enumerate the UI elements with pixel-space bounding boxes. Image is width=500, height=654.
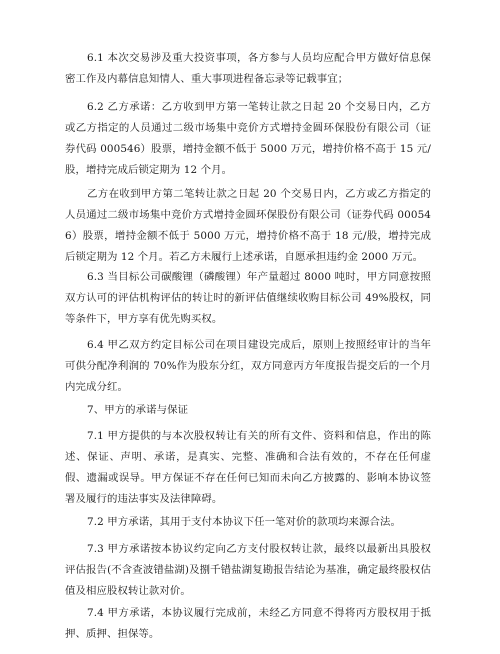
- paragraph-7-2: 7.2 甲方承诺，其用于支付本协议下任一笔对价的款项均来源合法。: [87, 516, 401, 528]
- paragraph-7-3: 7.3 甲方承诺按本协议约定向乙方支付股权转让款，最终以最新出具股权评估报告(不含查波错盐湖)及捌千错盐湖复勘报告结论为基准，确定最终股权估值及相应股权转让款对价。: [65, 543, 431, 597]
- paragraph-6-1: 6.1 本次交易涉及重大投资事项，各方参与人员均应配合甲方做好信息保密工作及内幕信息知情人、重大事项进程备忘录等记载事宜；: [65, 52, 431, 85]
- paragraph-6-2-continued: 乙方在收到甲方第二笔转让款之日起 20 个交易日内，乙方或乙方指定的人员通过二级市场集中竞价方式增持金圆环保股份有限公司（证券代码 000546）股票，增持金额不低于 5000 万元，增持价格不高于 18 元/股，增持完成后锁定期为 12 个月。若乙方未履行上述承诺，自愿承担违约金 2000 万元。: [65, 188, 431, 263]
- paragraph-6-4: 6.4 甲乙双方约定目标公司在项目建设完成后，原则上按照经审计的当年可供分配净利润的 70%作为股东分红，双方同意丙方年度报告提交后的一个月内完成分红。: [65, 339, 431, 393]
- paragraph-6-2: 6.2 乙方承诺：乙方收到甲方第一笔转让款之日起 20 个交易日内，乙方或乙方指定的人员通过二级市场集中竞价方式增持金圆环保股份有限公司（证券代码 000546）股票，增持金额不低于 5000 万元，增持价格不高于 15 元/股，增持完成后锁定期为 12 个月。: [65, 101, 431, 176]
- paragraph-7-4: 7.4 甲方承诺，本协议履行完成前，未经乙方同意不得将丙方股权用于抵押、质押、担保等。: [65, 607, 431, 640]
- section-heading-7: 7、甲方的承诺与保证: [87, 404, 189, 416]
- paragraph-7-1: 7.1 甲方提供的与本次股权转让有关的所有文件、资料和信息，作出的陈述、保证、声明、承诺，是真实、完整、准确和合法有效的，不存在任何虚假、遗漏或误导。甲方保证不存在任何已知而未向乙方披露的、影响本协议签署及履行的违法事实及法律障碍。: [65, 430, 431, 505]
- paragraph-6-3: 6.3 当目标公司碳酸锂（磷酸锂）年产量超过 8000 吨时，甲方同意按照双方认可的评估机构评估的转让时的新评估值继续收购目标公司 49%股权，同等条件下，甲方享有优先购买权。: [65, 271, 431, 325]
